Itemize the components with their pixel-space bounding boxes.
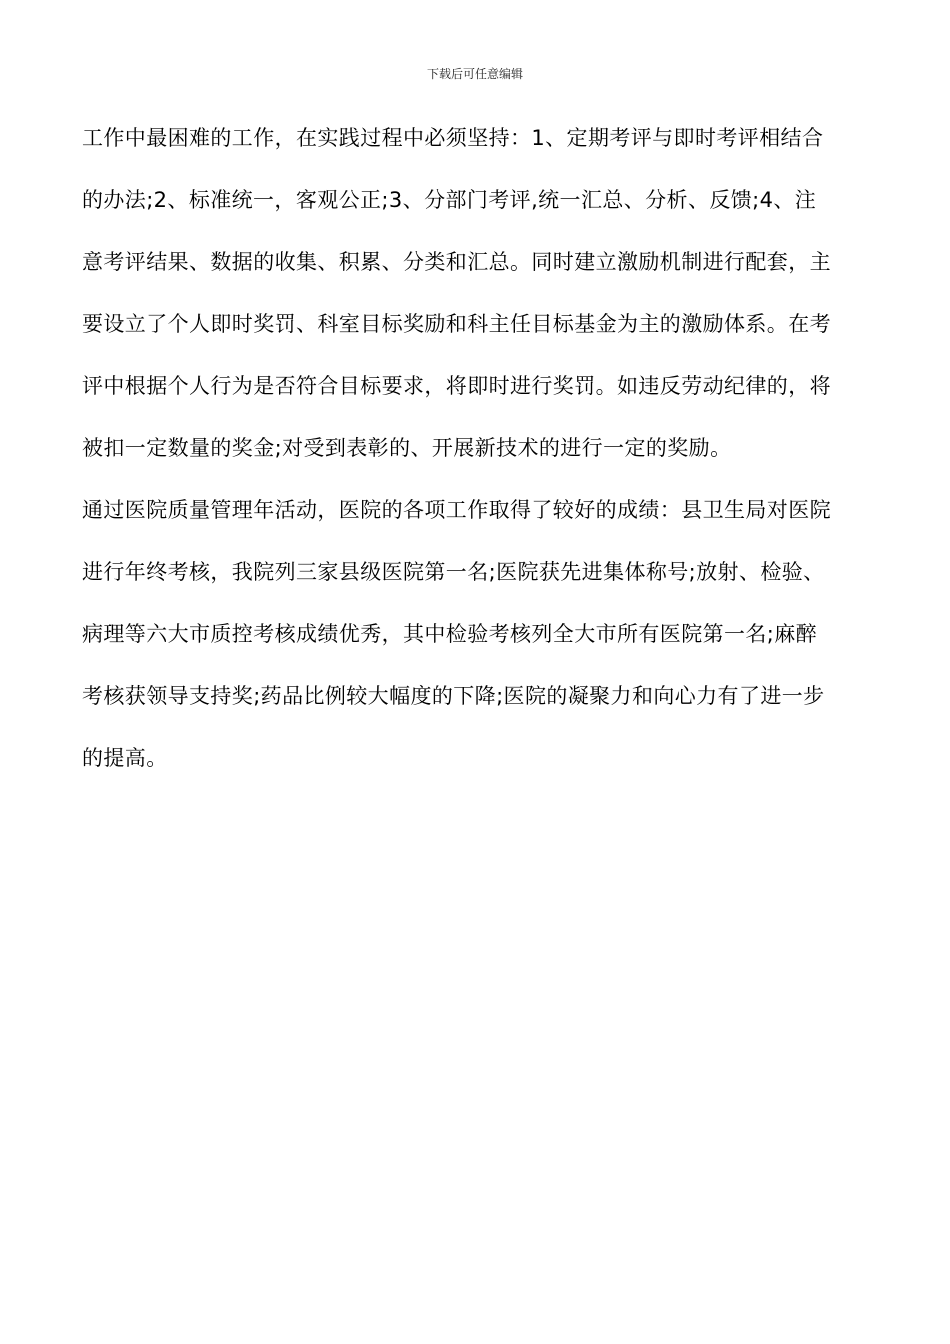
text-line: 病理等六大市质控考核成绩优秀，其中检验考核列全大市所有医院第一名;麻醉 [82, 622, 818, 646]
text-line: 评中根据个人行为是否符合目标要求，将即时进行奖罚。如违反劳动纪律的，将 [82, 374, 831, 398]
text-line: 通过医院质量管理年活动，医院的各项工作取得了较好的成绩：县卫生局对医院 [82, 498, 831, 522]
text-line: 被扣一定数量的奖金;对受到表彰的、开展新技术的进行一定的奖励。 [82, 436, 732, 460]
document-body [82, 107, 870, 789]
text-line: 进行年终考核，我院列三家县级医院第一名;医院获先进集体称号;放射、检验、 [82, 560, 825, 584]
text-line: 意考评结果、数据的收集、积累、分类和汇总。同时建立激励机制进行配套，主 [82, 250, 831, 274]
text-line: 的办法;2、标准统一，客观公正;3、分部门考评,统一汇总、分析、反馈;4、注 [82, 188, 817, 212]
text-line: 考核获领导支持奖;药品比例较大幅度的下降;医院的凝聚力和向心力有了进一步 [82, 684, 825, 708]
text-line: 要设立了个人即时奖罚、科室目标奖励和科主任目标基金为主的激励体系。在考 [82, 312, 831, 336]
text-line: 的提高。 [82, 746, 168, 770]
page-header: 下载后可任意编辑 [426, 67, 523, 81]
text-line: 工作中最困难的工作，在实践过程中必须坚持：1、定期考评与即时考评相结合 [82, 126, 824, 150]
